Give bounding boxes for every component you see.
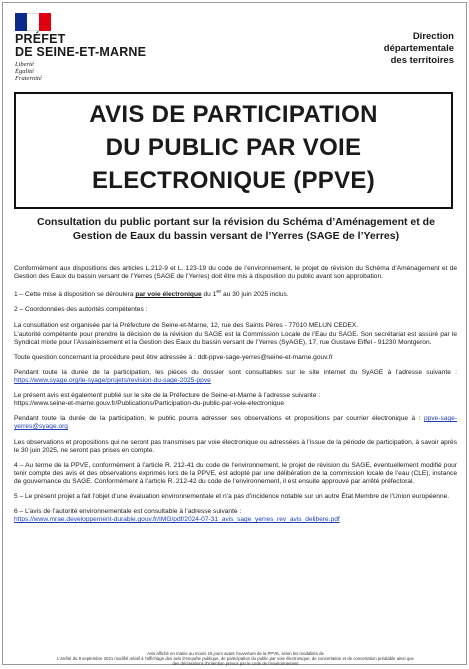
direction-line-3: des territoires <box>390 55 454 66</box>
voie-electronique-text: par voie électronique <box>135 291 202 299</box>
paragraph-5: 5 – Le présent projet a fait l’objet d’une évaluation environnementale et n’a pas d’incidence notable sur un autre État Membre de l’Union européenne. <box>14 492 450 500</box>
title-line-2: DU PUBLIC PAR VOIE <box>105 134 362 161</box>
paragraph-delai: Les observations et propositions qui ne seront pas transmises par voie électronique ou adressées à l’issue de la période de participation, à savoir après le 30 juin 2025, ne seront pas prises en compte. <box>14 438 457 454</box>
paragraph-4: 4 – Au terme de la PPVE, conformément à l’article R. 212-41 du code de l’environnement, le projet de révision du SAGE, éventuellement modifié pour tenir compte des avis et des observations exprimés lors de la PPVE, est adopté par une délibération de la commission locale de l’eau (CLE), instance de gouvernance du SAGE. Conformément à l’article R. 212-42 du code de l’environnement, il est ensuite approuvé par arrêté préfectoral. <box>14 461 457 485</box>
footer-line-2: L’arrêté du 9 septembre 2021 modifié relatif à l’affichage des avis d’enquête publique, de participation du public par voie électronique, de concertation et de concertation préalable ainsi que <box>57 656 414 661</box>
paragraph-2: 2 – Coordonnées des autorités compétentes : <box>14 306 148 314</box>
dossier-text: Pendant toute la durée de la participation, les pièces du dossier sont consultables sur le site internet du SyAGE à l’adresse suivante : <box>14 368 457 376</box>
paragraph-autorite: L’autorité compétente pour prendre la décision de la révision du SAGE est la Commission Locale de l’Eau du SAGE. Son secrétariat est assuré par le Syndicat mixte pour l’Assainissement et la Gestion des Eaux du bassin versant de l’Yerres (SyAGE), 17, rue Gustave Eiffel - 91230 Montgeron. <box>14 330 457 346</box>
title-box <box>14 92 453 209</box>
mrae-avis-link[interactable]: https://www.mrae.developpement-durable.gouv.fr/IMG/pdf/2024-07-31_avis_sage_yerres_rev_avis_delibere.pdf <box>14 516 340 524</box>
paragraph-observations <box>14 415 457 431</box>
paragraph-dossier <box>14 369 457 385</box>
footer-line-1: Avis affiché en mairie au moins 15 jours avant l’ouverture de la PPVE, selon les modalités de <box>147 651 324 656</box>
paragraph-intro: Conformément aux dispositions des articles L.212-9 et L. 123-19 du code de l’environnement, le projet de révision du Schéma d’Aménagement et de Gestion des Eaux du bassin versant de l’Yerres (SAGE de l’Yerres) doit être mis à disposition du public avant son approbation. <box>14 265 457 281</box>
direction-line-1: Direction <box>412 31 454 42</box>
header <box>3 3 466 81</box>
devise-liberte: Liberté <box>15 61 34 68</box>
prefecture-url: https://www.seine-et-marne.gouv.fr/Publications/Participation-du-public-par-voie-electronique <box>14 400 284 408</box>
email-link[interactable]: ppve-sage-yerres@syage.org <box>14 415 457 431</box>
p2-prefix: 1 – Cette mise à disposition se déroulera <box>14 291 136 299</box>
devise-egalite: Égalité <box>15 68 34 75</box>
prefecture-logo-text <box>15 33 146 59</box>
paragraph-6 <box>14 508 457 524</box>
notice-body <box>14 265 457 531</box>
paragraph-publication <box>14 392 457 408</box>
title-line-3: ELECTRONIQUE (PPVE) <box>91 167 376 194</box>
prefet-line-1: PRÉFET <box>15 32 66 46</box>
p2-middle: du 1 <box>201 291 217 299</box>
publication-text: Le présent avis est également publié sur le site de la Préfecture de Seine-et-Marne à l’adresse suivante : <box>14 392 321 400</box>
avis-text: 6 – L’avis de l’autorité environnementale est consultable à l’adresse suivante : <box>14 508 242 516</box>
devise-fraternite: Fraternité <box>15 75 42 82</box>
devise <box>15 61 42 82</box>
paragraph-organisation: La consultation est organisée par la Préfecture de Seine-et-Marne, 12, rue des Saints Pères - 77010 MELUN CEDEX. <box>14 321 359 329</box>
syage-dossier-link[interactable]: https://www.syage.org/le-syage/projets/revision-du-sage-2025-ppve <box>14 377 211 385</box>
footer-note <box>14 651 457 666</box>
paragraph-1 <box>14 288 457 299</box>
observations-text: Pendant toute la durée de la participation, le public pourra adresser ses observations et propositions par courrier électronique à : <box>14 415 424 423</box>
p2-suffix: au 30 juin 2025 inclus. <box>221 291 289 299</box>
prefet-line-2: DE SEINE-ET-MARNE <box>15 45 147 59</box>
title-line-1: AVIS DE PARTICIPATION <box>89 101 378 128</box>
notice-page <box>2 2 467 665</box>
direction-line-2: départementale <box>383 43 454 54</box>
direction-label <box>334 31 454 67</box>
paragraph-question: Toute question concernant la procédure peut être adressée à : ddt-ppve-sage-yerres@seine-et-marne.gouv.fr <box>14 353 333 361</box>
republic-flag-logo <box>15 13 51 31</box>
footer-line-3: des déclarations d’intention prévus par le code de l’environnement <box>172 661 299 666</box>
p2-sup: er <box>216 289 222 296</box>
subtitle: Consultation du public portant sur la révision du Schéma d’Aménagement et de Gestion de Eaux du bassin versant de l’Yerres (SAGE de l’Yerres) <box>37 216 435 242</box>
